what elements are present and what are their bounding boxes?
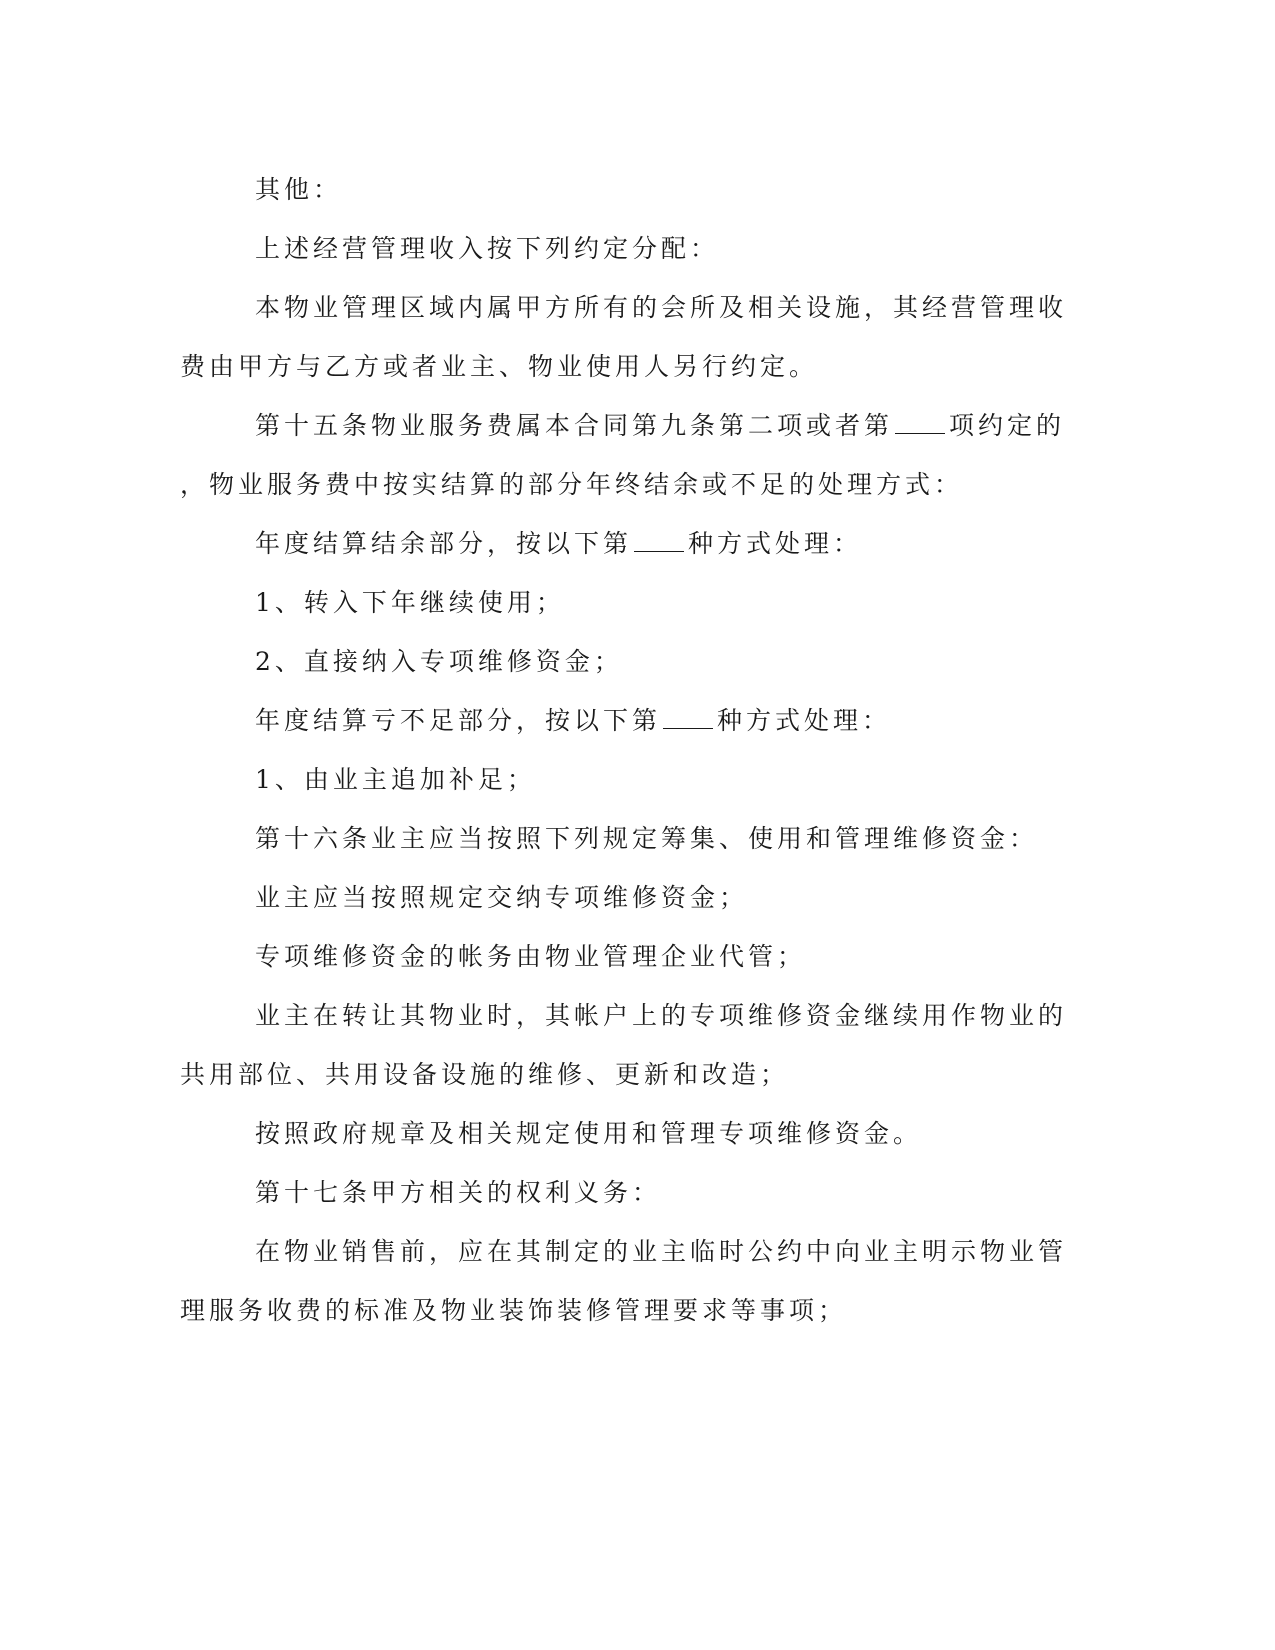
paragraph-line <box>180 1222 1068 1281</box>
line-text: 上述经营管理收入按下列约定分配： <box>255 234 720 263</box>
paragraph-line <box>180 1045 1040 1104</box>
line-text: 专项维修资金的帐务由物业管理企业代管； <box>255 942 807 971</box>
paragraph-line <box>180 396 1066 455</box>
line-text: 按照政府规章及相关规定使用和管理专项维修资金。 <box>255 1119 923 1148</box>
line-text: 理服务收费的标准及物业装饰装修管理要求等事项； <box>180 1296 848 1325</box>
paragraph-line <box>180 573 1040 632</box>
line-text: 业主在转让其物业时，其帐户上的专项维修资金继续用作物业的 <box>255 1001 1068 1030</box>
paragraph-line <box>180 868 1040 927</box>
line-text: 2、直接纳入专项维修资金； <box>255 647 623 676</box>
fill-in-blank <box>895 411 945 434</box>
paragraph-line <box>180 1104 1040 1163</box>
paragraph-line <box>180 160 1040 219</box>
paragraph-line <box>180 986 1068 1045</box>
fill-in-blank <box>634 529 684 552</box>
line-text: 1、由业主追加补足； <box>255 765 536 794</box>
line-text-after-blank: 项约定的 <box>949 411 1066 440</box>
line-text: ，物业服务费中按实结算的部分年终结余或不足的处理方式： <box>180 470 964 499</box>
line-text: 第十六条业主应当按照下列规定筹集、使用和管理维修资金： <box>255 824 1039 853</box>
line-text: 共用部位、共用设备设施的维修、更新和改造； <box>180 1060 790 1089</box>
paragraph-line <box>180 1163 1040 1222</box>
paragraph-line <box>180 219 1040 278</box>
line-text: 年度结算亏不足部分，按以下第 <box>255 706 662 735</box>
paragraph-line <box>180 632 1040 691</box>
paragraph-line <box>180 1281 1040 1340</box>
line-text: 其他： <box>255 175 343 204</box>
line-text: 本物业管理区域内属甲方所有的会所及相关设施，其经营管理收 <box>255 293 1068 322</box>
line-text: 在物业销售前，应在其制定的业主临时公约中向业主明示物业管 <box>255 1237 1068 1266</box>
line-text: 1、转入下年继续使用； <box>255 588 565 617</box>
paragraph-line <box>180 809 1040 868</box>
paragraph-line <box>180 691 1040 750</box>
line-text-after-blank: 种方式处理： <box>688 529 863 558</box>
paragraph-line <box>180 927 1040 986</box>
document-body <box>180 160 1068 1340</box>
paragraph-line <box>180 337 1040 396</box>
line-text-after-blank: 种方式处理： <box>717 706 892 735</box>
paragraph-line <box>180 455 1040 514</box>
line-text: 年度结算结余部分，按以下第 <box>255 529 633 558</box>
line-text: 业主应当按照规定交纳专项维修资金； <box>255 883 749 912</box>
paragraph-line <box>180 514 1040 573</box>
line-text: 第十七条甲方相关的权利义务： <box>255 1178 662 1207</box>
line-text: 第十五条物业服务费属本合同第九条第二项或者第 <box>255 411 894 440</box>
paragraph-line <box>180 750 1040 809</box>
paragraph-line <box>180 278 1068 337</box>
line-text: 费由甲方与乙方或者业主、物业使用人另行约定。 <box>180 352 819 381</box>
fill-in-blank <box>663 706 713 729</box>
